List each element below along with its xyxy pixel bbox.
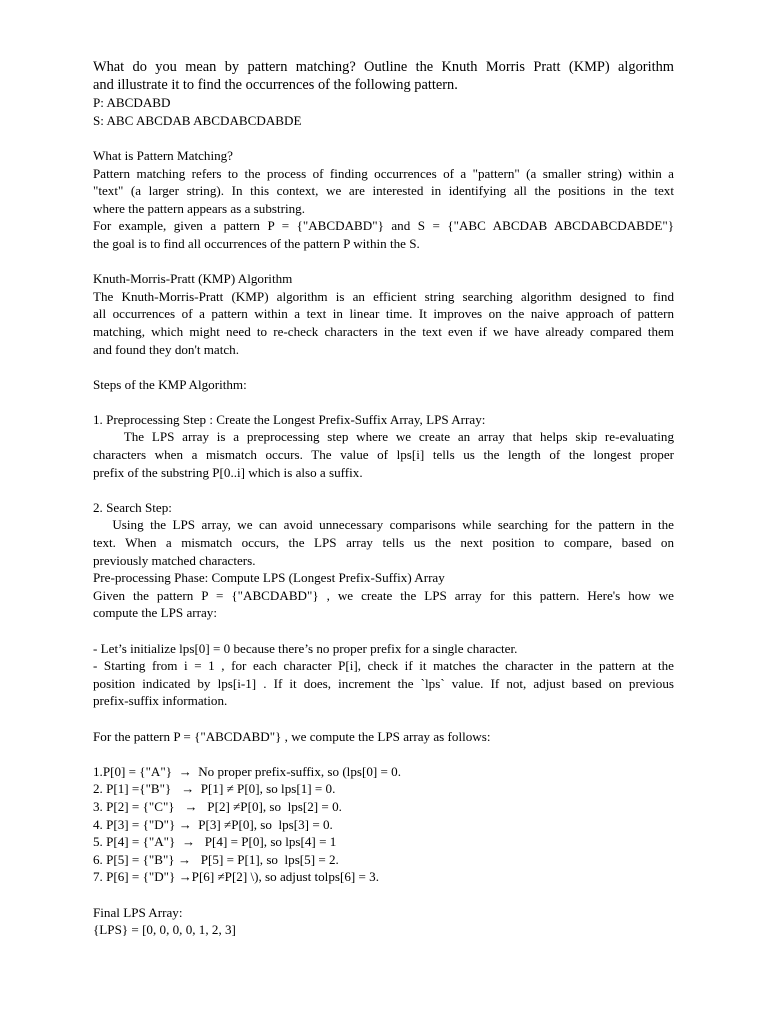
text-line: S: ABC ABCDAB ABCDABCDABDE: [93, 112, 302, 128]
paragraph-line: and found they don't match.: [93, 341, 239, 357]
computation-line: 3. P[2] = {"C"} → P[2] ≠P[0], so lps[2] = 0.: [93, 798, 342, 814]
paragraph-line: text. When a mismatch occurs, the LPS array tells us the next position to compare, based on: [93, 535, 674, 551]
paragraph-line: The LPS array is a preprocessing step where we create an array that helps skip re-evaluating: [93, 429, 674, 445]
pattern-line: P: ABCDABD: [93, 95, 171, 111]
computation-line: 7. P[6] = {"D"} →P[6] ≠P[2] \), so adjust tolps[6] = 3.: [93, 869, 379, 885]
computation-line: 1.P[0] = {"A"} → No proper prefix-suffix, so (lps[0] = 0.: [93, 763, 401, 779]
final-lps-value: {LPS} = [0, 0, 0, 0, 1, 2, 3]: [93, 922, 236, 938]
paragraph-line: prefix of the substring P[0..i] which is also a suffix.: [93, 464, 363, 480]
spacer: [93, 886, 674, 904]
bullet-line: prefix-suffix information.: [93, 693, 228, 709]
paragraph-line: The Knuth-Morris-Pratt (KMP) algorithm is an efficient string searching algorithm designed to find: [93, 288, 674, 304]
paragraph-line: compute the LPS array:: [93, 605, 217, 621]
paragraph-line: For example, given a pattern P = {"ABCDABD"} and S = {"ABC ABCDAB ABCDABCDABDE"}: [93, 218, 674, 234]
section-heading-pattern-matching: What is Pattern Matching?: [93, 147, 233, 163]
paragraph-line: previously matched characters.: [93, 552, 256, 568]
question-line-1: What do you mean by pattern matching? Outline the Knuth Morris Pratt (KMP) algorithm: [93, 59, 674, 75]
paragraph-line: Pattern matching refers to the process of finding occurrences of a "pattern" (a smaller string) within a: [93, 165, 674, 181]
spacer: [93, 622, 674, 640]
step1-heading: 1. Preprocessing Step : Create the Longest Prefix-Suffix Array, LPS Array:: [93, 411, 486, 427]
steps-heading: Steps of the KMP Algorithm:: [93, 376, 247, 392]
computation-line: 4. P[3] = {"D"} → P[3] ≠P[0], so lps[3] = 0.: [93, 816, 333, 832]
spacer: [93, 358, 674, 376]
paragraph-line: characters when a mismatch occurs. The value of lps[i] tells us the length of the longest proper: [93, 447, 674, 463]
paragraph-line: matching, which might need to re-check characters in the text even if we have already compared them: [93, 323, 674, 339]
document-page: [93, 59, 674, 939]
preprocessing-heading: Pre-processing Phase: Compute LPS (Longest Prefix-Suffix) Array: [93, 570, 445, 586]
spacer: [93, 129, 674, 147]
paragraph-line: where the pattern appears as a substring.: [93, 200, 305, 216]
section-heading-kmp: Knuth-Morris-Pratt (KMP) Algorithm: [93, 271, 293, 287]
spacer: [93, 710, 674, 728]
paragraph-line: the goal is to find all occurrences of the pattern P within the S.: [93, 235, 420, 251]
paragraph-line: Given the pattern P = {"ABCDABD"} , we create the LPS array for this pattern. Here's how we: [93, 587, 674, 603]
bullet-initialize: - Let’s initialize lps[0] = 0 because there’s no proper prefix for a single character.: [93, 640, 518, 656]
spacer: [93, 253, 674, 271]
computation-line: 6. P[5] = {"B"} → P[5] = P[1], so lps[5] = 2.: [93, 851, 339, 867]
spacer: [93, 481, 674, 499]
question-line-2: and illustrate it to find the occurrences of the following pattern.: [93, 76, 458, 93]
computation-line: 2. P[1] ={"B"} → P[1] ≠ P[0], so lps[1] = 0.: [93, 781, 336, 797]
step2-heading: 2. Search Step:: [93, 499, 172, 515]
spacer: [93, 393, 674, 411]
paragraph-line: all occurrences of a pattern within a text in linear time. It improves on the naive approach of pattern: [93, 306, 674, 322]
final-lps-heading: Final LPS Array:: [93, 904, 183, 920]
spacer: [93, 745, 674, 763]
paragraph-line: "text" (a larger string). In this context, we are interested in identifying all the positions in the text: [93, 183, 674, 199]
paragraph-line: Using the LPS array, we can avoid unnecessary comparisons while searching for the pattern in the: [93, 517, 674, 533]
bullet-line: - Starting from i = 1 , for each character P[i], check if it matches the character in the pattern at the: [93, 658, 674, 674]
computation-line: 5. P[4] = {"A"} → P[4] = P[0], so lps[4] = 1: [93, 834, 337, 850]
bullet-line: position indicated by lps[i-1] . If it does, increment the `lps` value. If not, adjust based on previous: [93, 675, 674, 691]
compute-intro: For the pattern P = {"ABCDABD"} , we compute the LPS array as follows:: [93, 728, 491, 744]
